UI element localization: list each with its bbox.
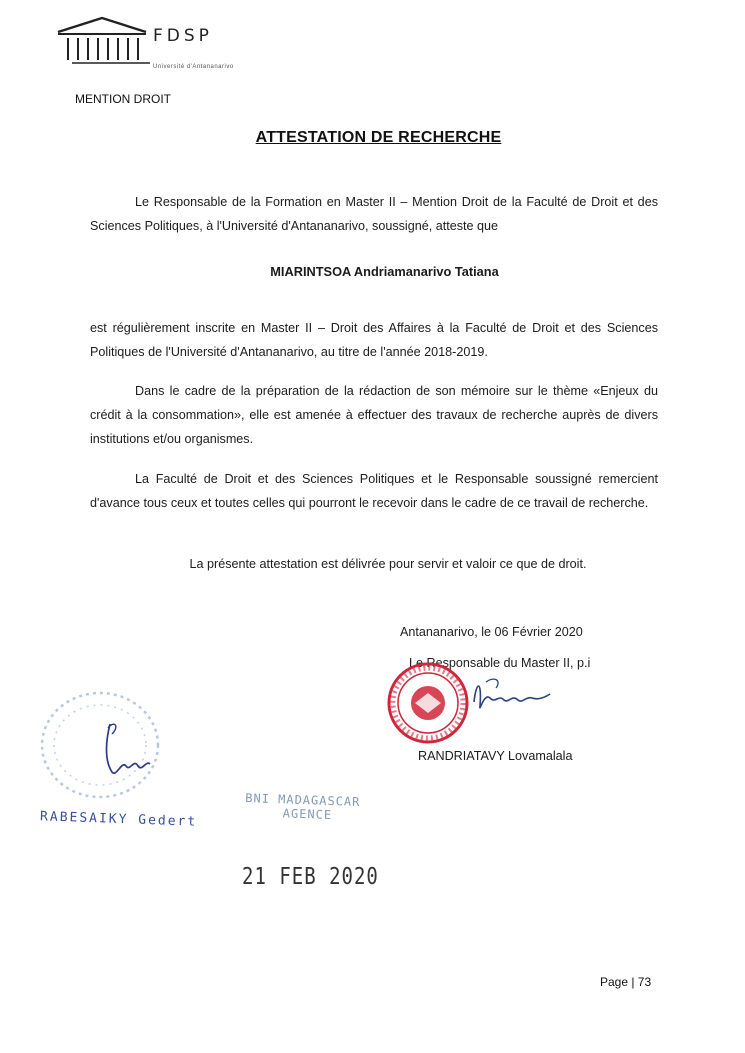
signature-icon: [466, 672, 556, 722]
faculty-building-logo-icon: [54, 14, 150, 68]
closing-paragraph: La présente attestation est délivrée pour servir et valoir ce que de droit.: [189, 557, 587, 571]
logo-subtitle: Université d'Antananarivo: [153, 64, 234, 70]
student-name: MIARINTSOA Andriamanarivo Tatiana: [270, 264, 499, 279]
research-paragraph: Dans le cadre de la préparation de la rédaction de son mémoire sur le thème «Enjeux du crédit à la consommation», elle est amenée à effectuer des travaux de recherche auprès de divers institutions et/ou organismes.: [90, 384, 658, 446]
official-seal-stamp-icon: [385, 660, 471, 746]
mention-label: MENTION DROIT: [75, 92, 171, 106]
intro-paragraph: Le Responsable de la Formation en Master II – Mention Droit de la Faculté de Droit et des Sciences Politiques, à l'Université d'Antananarivo, soussigné, atteste que: [90, 195, 658, 233]
handwritten-name: RABESAIKY Gedert: [39, 809, 198, 830]
logo-abbreviation: FDSP: [153, 26, 213, 46]
signatory-name: RANDRIATAVY Lovamalala: [418, 749, 573, 763]
bank-stamp: [245, 791, 361, 823]
received-date-stamp: 21 FEB 2020: [242, 863, 379, 891]
bank-stamp-line1: BNI MADAGASCAR: [245, 790, 361, 810]
page-number: Page | 73: [600, 975, 652, 989]
signatory-role: Le Responsable du Master II, p.i: [409, 656, 591, 670]
document-title: [0, 129, 745, 147]
reception-stamp-icon: [30, 680, 210, 810]
place-date: Antananarivo, le 06 Février 2020: [400, 625, 583, 639]
bank-stamp-line2: AGENCE: [282, 806, 333, 823]
document-title-text: ATTESTATION DE RECHERCHE: [255, 129, 502, 146]
thanks-paragraph: La Faculté de Droit et des Sciences Politiques et le Responsable soussigné remercient d'avance tous ceux et toutes celles qui pourront le recevoir dans le cadre de ce travail de recherche.: [90, 472, 658, 510]
enrollment-paragraph: est régulièrement inscrite en Master II – Droit des Affaires à la Faculté de Droit et des Sciences Politiques de l'Université d'Antananarivo, au titre de l'année 2018-2019.: [90, 321, 658, 359]
